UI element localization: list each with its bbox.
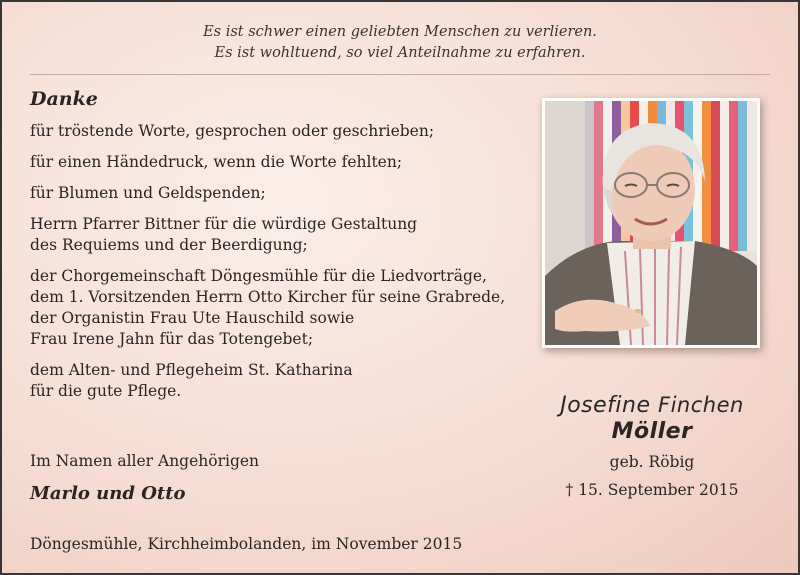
thanks-line: für einen Händedruck, wenn die Worte fehlten; [30,153,403,171]
heading: Danke [30,88,98,110]
divider [30,74,770,75]
thanks-list [30,121,530,412]
thanks-line: für Blumen und Geldspenden; [30,184,266,202]
motto [2,22,798,64]
middle-name: Finchen [657,393,744,417]
signers: Marlo und Otto [30,483,186,504]
thanks-item [30,121,530,142]
thanks-line: des Requiems und der Beerdigung; [30,236,308,254]
thanks-line: dem 1. Vorsitzenden Herrn Otto Kircher für seine Grabrede, [30,288,506,306]
place-date: Döngesmühle, Kirchheimbolanden, im November 2015 [30,535,463,553]
thanks-item [30,266,530,350]
thanks-item [30,183,530,204]
last-name: Möller [611,419,693,444]
thanks-line: Herrn Pfarrer Bittner für die würdige Gestaltung [30,215,418,233]
thanks-line: der Chorgemeinschaft Döngesmühle für die Liedvorträge, [30,267,487,285]
deceased-block [522,392,782,503]
thanks-line: für tröstende Worte, gesprochen oder geschrieben; [30,122,435,140]
motto-line: Es ist schwer einen geliebten Menschen zu verlieren. [203,24,597,40]
sign-line: Im Namen aller Angehörigen [30,452,260,470]
thanks-line: der Organistin Frau Ute Hauschild sowie [30,309,355,327]
first-name: Josefine [560,393,651,418]
thanks-line: Frau Irene Jahn für das Totengebet; [30,330,314,348]
deceased-given-names [522,392,782,419]
thanks-item [30,214,530,256]
death-date: † 15. September 2015 [565,481,739,499]
thanks-item [30,360,530,402]
portrait-image [545,101,757,345]
motto-line: Es ist wohltuend, so viel Anteilnahme zu erfahren. [214,45,586,61]
birth-name: geb. Röbig [609,453,695,471]
thanks-item [30,152,530,173]
portrait-photo [542,98,760,348]
thanks-line: dem Alten- und Pflegeheim St. Katharina [30,361,353,379]
thanks-line: für die gute Pflege. [30,382,182,400]
